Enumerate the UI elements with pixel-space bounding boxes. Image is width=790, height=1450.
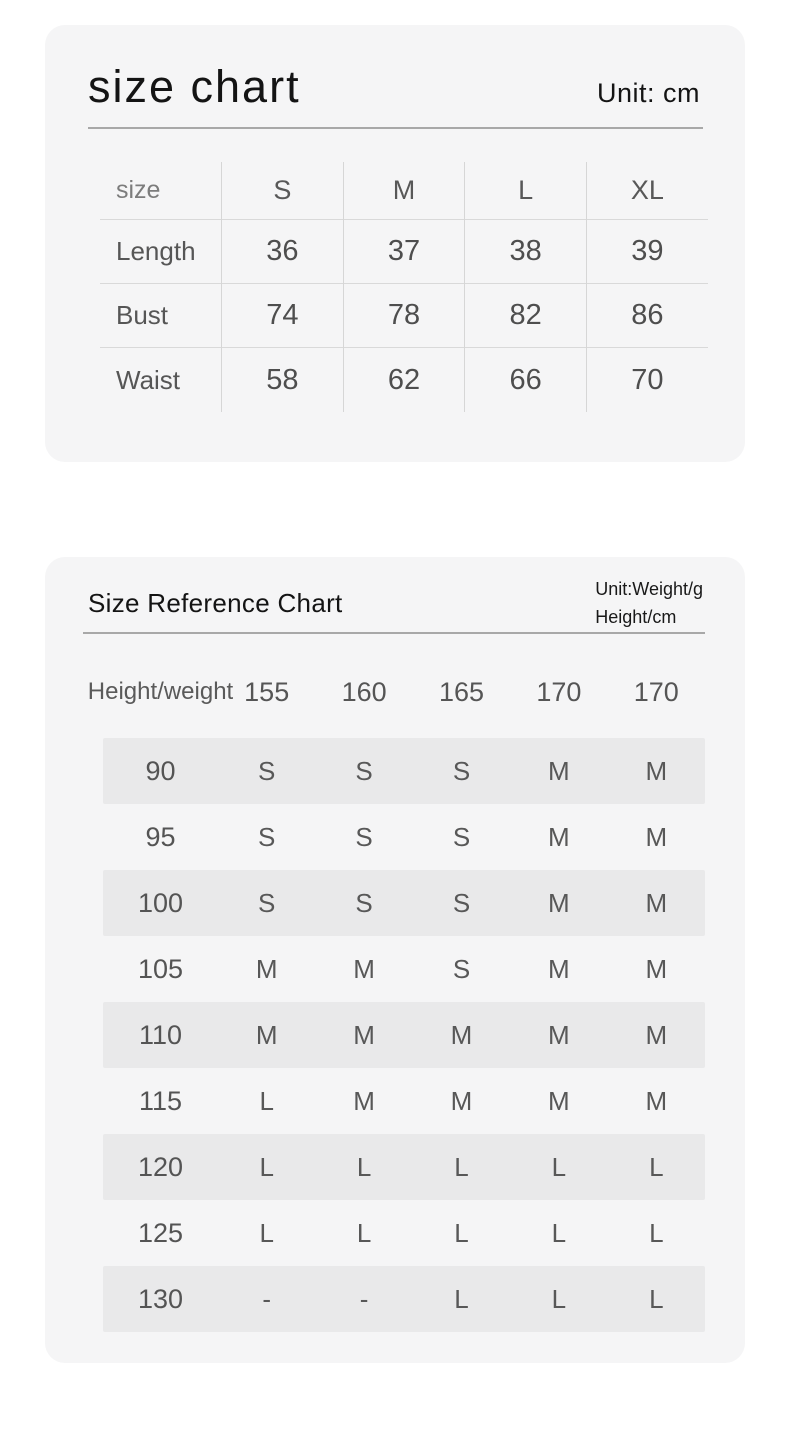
recommended-size-value: M	[548, 821, 570, 852]
size-chart-card	[45, 25, 745, 462]
measurement-value: 62	[343, 348, 465, 412]
recommended-size-value: M	[548, 953, 570, 984]
measurement-value: 38	[465, 220, 587, 284]
recommended-size-value: M	[645, 887, 668, 918]
recommended-size-value: M	[645, 1085, 668, 1116]
recommended-size-value: S	[355, 887, 373, 918]
height-column-value: 160	[341, 676, 387, 707]
weight-row-label: 130	[137, 1283, 184, 1314]
recommended-size-value: L	[649, 1283, 664, 1314]
recommended-size-value: M	[548, 887, 570, 918]
table-row	[103, 804, 705, 870]
table-row	[103, 870, 705, 936]
recommended-size-value: M	[548, 1085, 570, 1116]
weight-row-label: 115	[138, 1085, 183, 1116]
measurement-value: 74	[222, 284, 344, 348]
recommended-size-value: L	[259, 1217, 274, 1248]
recommended-size-value: S	[452, 887, 471, 918]
height-column-value: 165	[438, 676, 485, 707]
recommended-size-value: S	[258, 755, 276, 786]
table-row	[100, 220, 708, 284]
size-column-S: S	[222, 162, 344, 220]
recommended-size-value: S	[355, 755, 373, 786]
size-column-M: M	[343, 162, 465, 220]
size-table-header-row	[100, 162, 708, 220]
recommended-size-value: M	[353, 1085, 375, 1116]
weight-row-label: 95	[145, 821, 176, 852]
weight-row-label: 100	[137, 887, 184, 918]
height-weight-corner-label: Height/weight	[87, 678, 234, 705]
divider	[83, 632, 705, 634]
table-row	[100, 348, 708, 412]
recommended-size-value: M	[255, 1019, 278, 1050]
size-column-label: size	[116, 176, 161, 204]
weight-row-label: 110	[138, 1019, 183, 1050]
size-chart-title: size chart	[88, 61, 301, 112]
height-column-value: 170	[536, 676, 582, 707]
table-row	[103, 738, 705, 804]
measurement-value: 86	[586, 284, 708, 348]
weight-row-label: 120	[137, 1151, 184, 1182]
recommended-size-value: L	[649, 1151, 664, 1182]
reference-table-header-row	[87, 672, 705, 712]
reference-chart-header	[45, 557, 745, 631]
recommended-size-value: L	[356, 1151, 372, 1182]
weight-row-label: 125	[137, 1217, 184, 1248]
measurement-value: 39	[586, 220, 708, 284]
recommended-size-value: M	[450, 1019, 473, 1050]
recommended-size-value: L	[454, 1217, 469, 1248]
recommended-size-value: M	[645, 953, 668, 984]
table-row	[103, 1266, 705, 1332]
recommended-size-value: M	[645, 755, 668, 786]
weight-row-label: 90	[145, 755, 176, 786]
measurement-value: 36	[222, 220, 344, 284]
recommended-size-value: -	[359, 1283, 369, 1314]
size-chart-unit-label: Unit: cm	[596, 78, 700, 108]
recommended-size-value: S	[452, 821, 471, 852]
table-row	[103, 1134, 705, 1200]
recommended-size-value: L	[356, 1217, 372, 1248]
height-column-value: 155	[244, 676, 290, 707]
recommended-size-value: L	[551, 1217, 567, 1248]
recommended-size-value: L	[649, 1217, 664, 1248]
recommended-size-value: L	[259, 1151, 274, 1182]
size-chart-header	[45, 25, 745, 113]
recommended-size-value: M	[548, 1019, 570, 1050]
recommended-size-value: L	[551, 1151, 567, 1182]
table-row	[103, 1002, 705, 1068]
recommended-size-value: S	[258, 821, 276, 852]
measurement-value: 58	[222, 348, 344, 412]
divider	[88, 127, 703, 129]
recommended-size-value: S	[355, 821, 373, 852]
size-column-XL: XL	[586, 162, 708, 220]
recommended-size-value: S	[258, 887, 276, 918]
recommended-size-value: M	[645, 1019, 668, 1050]
measurement-label: Waist	[100, 348, 222, 412]
reference-chart-unit-label	[595, 575, 703, 631]
recommended-size-value: M	[255, 953, 278, 984]
unit-height-line: Height/cm	[595, 607, 677, 627]
weight-row-label: 105	[137, 953, 184, 984]
recommended-size-value: L	[454, 1283, 469, 1314]
recommended-size-value: M	[353, 953, 375, 984]
size-table	[100, 162, 708, 412]
measurement-value: 78	[343, 284, 465, 348]
recommended-size-value: M	[353, 1019, 375, 1050]
recommended-size-value: -	[262, 1283, 272, 1314]
measurement-label: Bust	[100, 284, 222, 348]
table-row	[103, 1200, 705, 1266]
recommended-size-value: M	[645, 821, 668, 852]
table-row	[100, 284, 708, 348]
recommended-size-value: S	[452, 953, 471, 984]
recommended-size-value: L	[259, 1085, 274, 1116]
size-column-L: L	[465, 162, 587, 220]
measurement-value: 70	[586, 348, 708, 412]
table-row	[103, 936, 705, 1002]
table-row	[103, 1068, 705, 1134]
recommended-size-value: M	[450, 1085, 473, 1116]
recommended-size-value: M	[548, 755, 570, 786]
recommended-size-value: S	[452, 755, 471, 786]
recommended-size-value: L	[454, 1151, 469, 1182]
measurement-value: 82	[465, 284, 587, 348]
reference-table-body	[103, 738, 745, 1332]
measurement-value: 37	[343, 220, 465, 284]
reference-chart-title: Size Reference Chart	[88, 587, 343, 618]
measurement-value: 66	[465, 348, 587, 412]
height-column-value: 170	[633, 676, 679, 707]
reference-chart-card	[45, 557, 745, 1363]
unit-weight-line: Unit:Weight/g	[595, 579, 703, 599]
measurement-label: Length	[100, 220, 222, 284]
recommended-size-value: L	[551, 1283, 567, 1314]
